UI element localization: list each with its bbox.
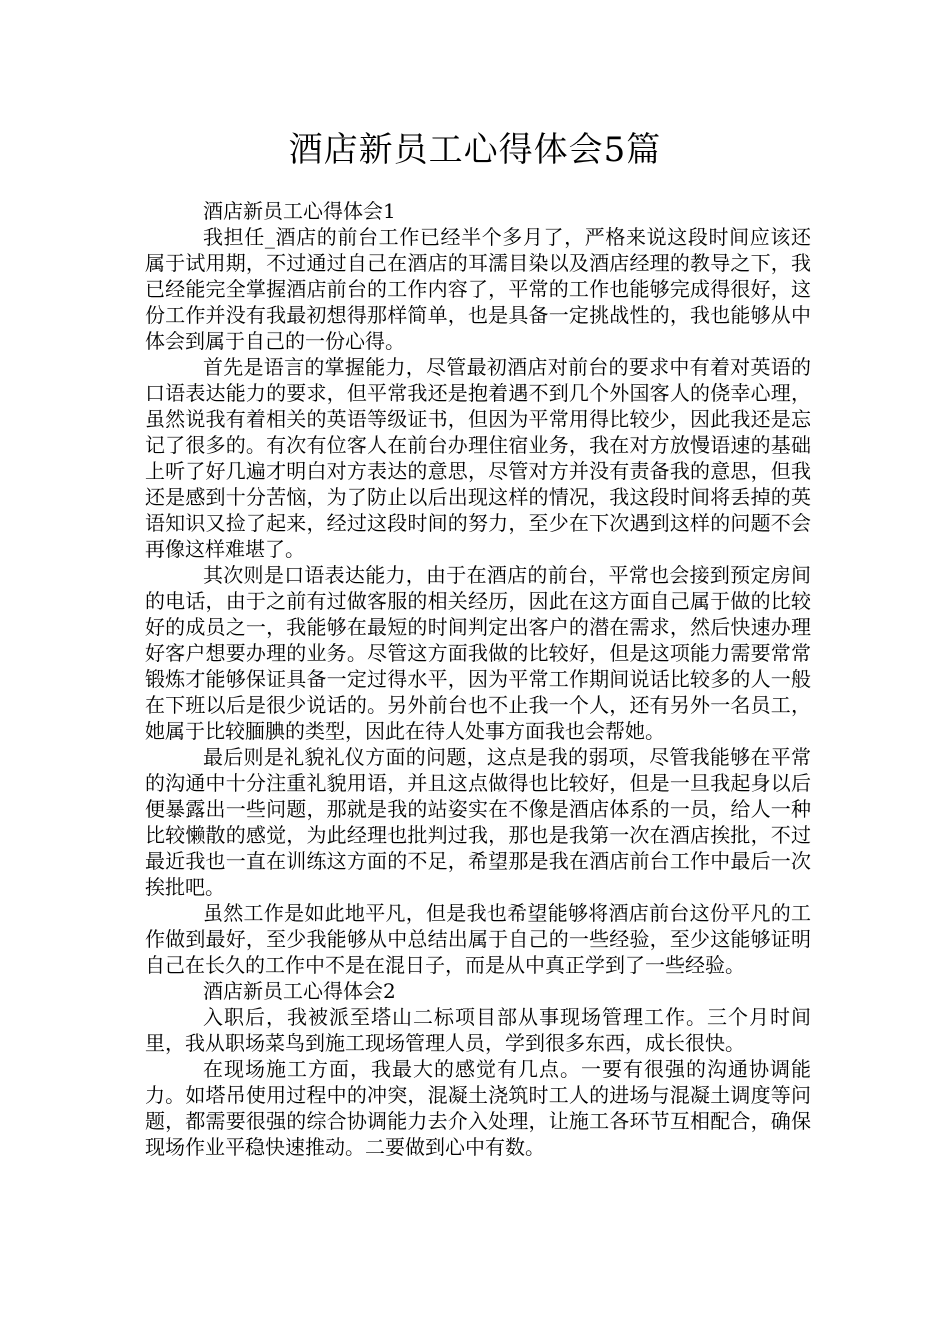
paragraph: 其次则是口语表达能力，由于在酒店的前台，平常也会接到预定房间的电话，由于之前有过做客服的相关经历，因此在这方面自己属于做的比较好的成员之一，我能够在最短的时间判定出客户的潜在需求，然后快速办理好客户想要办理的业务。尽管这方面我做的比较好，但是这项能力需要常常锻炼才能够保证具备一定过得水平，因为平常工作期间说话比较多的人一般在下班以后是很少说话的。另外前台也不止我一个人，还有另外一名员工，她属于比较腼腆的类型，因此在待人处事方面我也会帮她。: [145, 563, 811, 743]
paragraph: 我担任_酒店的前台工作已经半个多月了，严格来说这段时间应该还属于试用期，不过通过自己在酒店的耳濡目染以及酒店经理的教导之下，我已经能完全掌握酒店前台的工作内容了，平常的工作也能够完成得很好，这份工作并没有我最初想得那样简单，也是具备一定挑战性的，我也能够从中体会到属于自己的一份心得。: [145, 225, 811, 353]
document-body: [145, 198, 811, 1160]
paragraph: 入职后，我被派至塔山二标项目部从事现场管理工作。三个月时间里，我从职场菜鸟到施工现场管理人员，学到很多东西，成长很快。: [145, 1005, 811, 1055]
paragraph: 首先是语言的掌握能力，尽管最初酒店对前台的要求中有着对英语的口语表达能力的要求，但平常我还是抱着遇不到几个外国客人的侥幸心理，虽然说我有着相关的英语等级证书，但因为平常用得比较少，因此我还是忘记了很多的。有次有位客人在前台办理住宿业务，我在对方放慢语速的基础上听了好几遍才明白对方表达的意思，尽管对方并没有责备我的意思，但我还是感到十分苦恼，为了防止以后出现这样的情况，我这段时间将丢掉的英语知识又捡了起来，经过这段时间的努力，至少在下次遇到这样的问题不会再像这样难堪了。: [145, 355, 811, 561]
section-1: [145, 198, 811, 978]
paragraph: 在现场施工方面，我最大的感觉有几点。一要有很强的沟通协调能力。如塔吊使用过程中的冲突，混凝土浇筑时工人的进场与混凝土调度等问题，都需要很强的综合协调能力去介入处理，让施工各环节互相配合，确保现场作业平稳快速推动。二要做到心中有数。: [145, 1057, 811, 1159]
section-heading: 酒店新员工心得体会1: [203, 199, 396, 223]
paragraph: 虽然工作是如此地平凡，但是我也希望能够将酒店前台这份平凡的工作做到最好，至少我能够从中总结出属于自己的一些经验，至少这能够证明自己在长久的工作中不是在混日子，而是从中真正学到了一些经验。: [145, 901, 811, 977]
document-title: 酒店新员工心得体会5篇: [288, 130, 662, 170]
section-heading: 酒店新员工心得体会2: [203, 979, 396, 1003]
section-2: [145, 978, 811, 1160]
paragraph: 最后则是礼貌礼仪方面的问题，这点是我的弱项，尽管我能够在平常的沟通中十分注重礼貌用语，并且这点做得也比较好，但是一旦我起身以后便暴露出一些问题，那就是我的站姿实在不像是酒店体系的一员，给人一种比较懒散的感觉，为此经理也批判过我，那也是我第一次在酒店挨批，不过最近我也一直在训练这方面的不足，希望那是我在酒店前台工作中最后一次挨批吧。: [145, 745, 811, 899]
